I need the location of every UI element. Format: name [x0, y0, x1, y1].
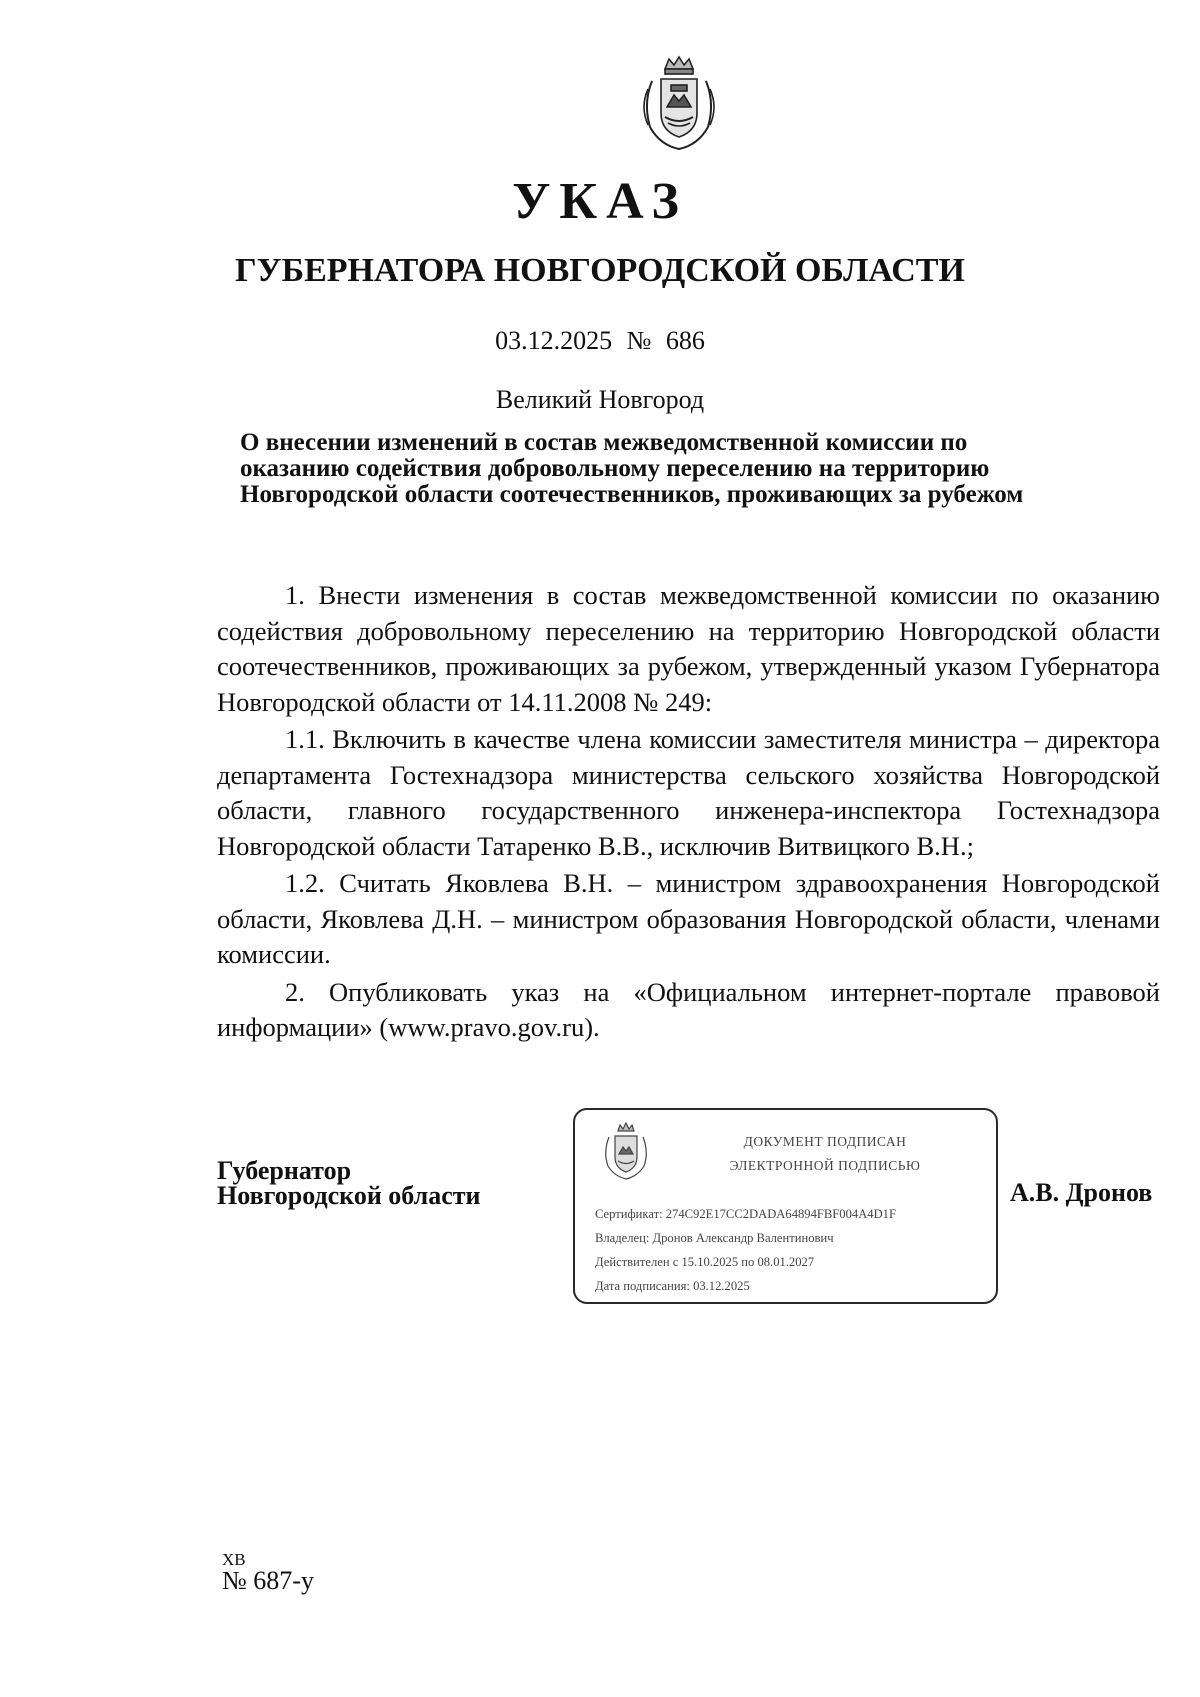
document-heading: [240, 429, 1024, 508]
coat-of-arms-icon: [638, 55, 720, 151]
date-number-line: [0, 326, 1200, 356]
document-subtitle: ГУБЕРНАТОРА НОВГОРОДСКОЙ ОБЛАСТИ: [235, 252, 965, 289]
document-city: Великий Новгород: [495, 385, 705, 414]
signer-position-line: Губернатор: [217, 1156, 352, 1185]
stamp-header-line: ЭЛЕКТРОННОЙ ПОДПИСЬЮ: [729, 1158, 921, 1173]
stamp-header: [670, 1130, 980, 1178]
paragraph: 1.2. Считать Яковлева В.Н. – министром здравоохранения Новгородской области, Яковлева Д.Н. – министром образования Новгородской области, членами комиссии.: [217, 868, 1160, 969]
heading-line: Новгородской области соотечественников, проживающих за рубежом: [240, 481, 1024, 508]
footer-initials: ХВ: [222, 1550, 246, 1569]
stamp-header-line: ДОКУМЕНТ ПОДПИСАН: [743, 1134, 907, 1149]
stamp-owner: Владелец: Дронов Александр Валентинович: [595, 1231, 834, 1245]
stamp-certificate: Сертификат: 274C92E17CC2DADA64894FBF004A4D1F: [595, 1207, 896, 1221]
document-number: 686: [665, 326, 705, 355]
document-title: УКАЗ: [512, 173, 688, 230]
electronic-signature-stamp: [573, 1108, 998, 1304]
paragraph: 2. Опубликовать указ на «Официальном интернет-портале правовой информации» (www.pravo.gov.ru).: [217, 976, 1160, 1042]
stamp-validity: Действителен с 15.10.2025 по 08.01.2027: [595, 1255, 815, 1269]
signer-position: [217, 1158, 481, 1208]
paragraph: 1.1. Включить в качестве члена комиссии заместителя министра – директора департамента Гостехнадзора министерства сельского хозяйства Новгородской области, главного государственного инженера-инспектора Гостехнадзора Новгородской области Татаренко В.В., исключив Витвицкого В.Н.;: [217, 724, 1160, 861]
paragraph: 1. Внести изменения в состав межведомственной комиссии по оказанию содействия добровольному переселению на территорию Новгородской области соотечественников, проживающих за рубежом, утвержденный указом Губернатора Новгородской области от 14.11.2008 № 249:: [217, 580, 1160, 717]
heading-line: оказанию содействия добровольному переселению на территорию: [240, 455, 990, 482]
stamp-details: [595, 1202, 896, 1298]
heading-line: О внесении изменений в состав межведомственной комиссии по: [240, 429, 968, 456]
number-sign: №: [626, 326, 652, 355]
stamp-emblem-icon: [601, 1122, 651, 1180]
document-date: 03.12.2025: [495, 326, 613, 355]
stamp-signed-date: Дата подписания: 03.12.2025: [595, 1279, 750, 1293]
signer-position-line: Новгородской области: [217, 1181, 481, 1210]
document-body: [217, 578, 1160, 1046]
signer-name: А.В. Дронов: [1010, 1178, 1153, 1207]
footer-number: № 687-у: [222, 1566, 314, 1595]
